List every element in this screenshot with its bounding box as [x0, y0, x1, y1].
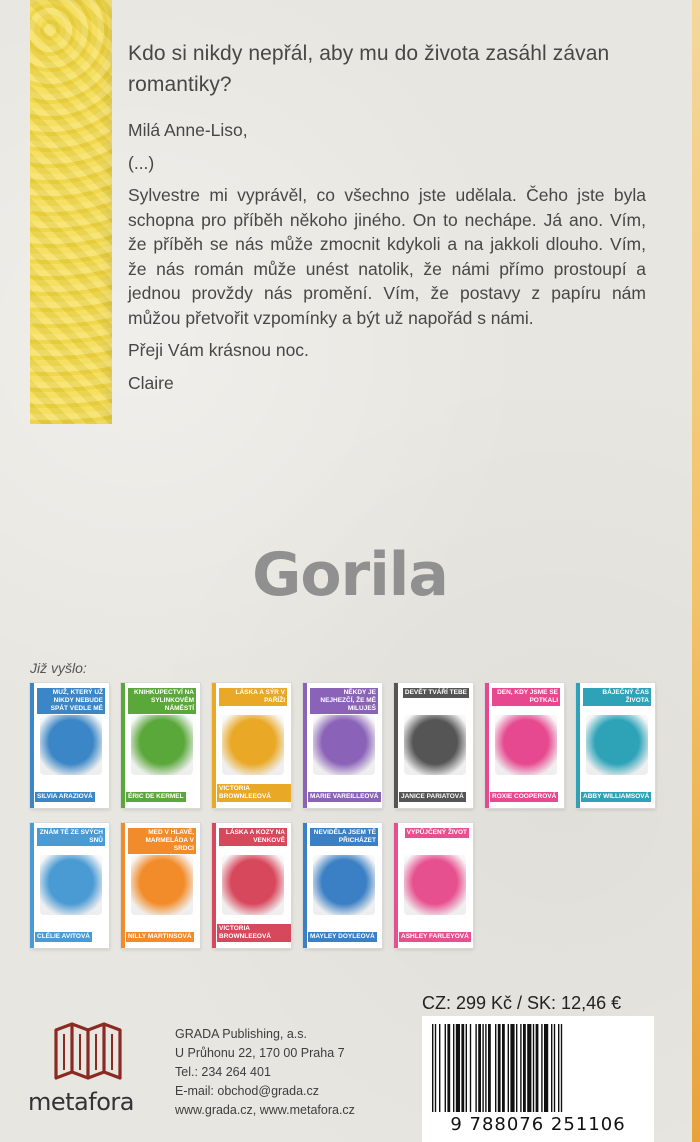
book-thumbnail — [394, 823, 473, 948]
book-title: ZNÁM TĚ ZE SVÝCH SNŮ — [37, 828, 105, 846]
barcode-bar — [558, 1024, 559, 1112]
barcode-bar — [551, 1024, 552, 1112]
book-thumbnail — [576, 683, 655, 808]
barcode-bar — [541, 1024, 542, 1112]
book-spine — [121, 683, 125, 808]
book-spine — [212, 823, 216, 948]
barcode-bar — [482, 1024, 483, 1112]
book-spine — [303, 683, 307, 808]
barcode-bar — [475, 1024, 476, 1112]
barcode-bar — [466, 1024, 467, 1112]
book-spine — [394, 683, 398, 808]
barcode-bar — [502, 1024, 505, 1112]
book-spine — [121, 823, 125, 948]
barcode-bar — [533, 1024, 534, 1112]
isbn-digits: 9 788076 251106 — [450, 1114, 626, 1135]
book-cover-art — [495, 715, 557, 775]
book-spine — [576, 683, 580, 808]
barcode-bar — [447, 1024, 450, 1112]
book-thumbnail — [212, 683, 291, 808]
book-spine — [30, 683, 34, 808]
book-thumbnail — [121, 683, 200, 808]
barcode-bar — [470, 1024, 471, 1112]
book-title: DEN, KDY JSME SE POTKALI — [492, 688, 560, 706]
book-author: VICTORIA BROWNLEEOVÁ — [217, 924, 291, 942]
barcode-bar — [453, 1024, 454, 1112]
barcode-bar — [485, 1024, 486, 1112]
barcode-bar — [554, 1024, 555, 1112]
book-author: NILLY MARTINSOVÁ — [128, 933, 192, 940]
blurb-headline: Kdo si nikdy nepřál, aby mu do života zasáhl závan romantiky? — [128, 42, 610, 96]
barcode-bar — [435, 1024, 436, 1112]
imprint-line-5: www.grada.cz, www.metafora.cz — [175, 1103, 355, 1117]
barcode-bar — [508, 1024, 509, 1112]
book-title: LÁSKA A SÝR V PAŘÍŽI — [219, 688, 287, 706]
book-title: BÁJEČNÝ ČAS ŽIVOTA — [583, 688, 651, 706]
barcode-bar — [516, 1024, 517, 1112]
barcode-bar — [523, 1024, 526, 1112]
letter-salutation: Milá Anne-Liso, — [128, 120, 248, 140]
barcode-bar — [527, 1024, 531, 1112]
book-author: ASHLEY FARLEYOVÁ — [401, 933, 469, 940]
book-author: ROXIE COOPEROVÁ — [492, 793, 557, 800]
imprint-line-4: E-mail: obchod@grada.cz — [175, 1084, 320, 1098]
book-thumbnail — [212, 823, 291, 948]
book-spine — [485, 683, 489, 808]
book-title: DEVĚT TVÁŘÍ TEBE — [404, 689, 467, 696]
barcode-bar — [498, 1024, 501, 1112]
series-brand: Gorila — [252, 540, 448, 610]
book-author: ABBY WILLIAMSOVÁ — [583, 793, 650, 800]
book-thumbnail — [30, 683, 109, 808]
barcode-bar — [439, 1024, 440, 1112]
book-cover-art — [131, 715, 193, 775]
barcode — [422, 1016, 654, 1142]
book-author: ÉRIC DE KERMEL — [128, 793, 184, 800]
book-thumbnail — [303, 683, 382, 808]
blurb — [128, 38, 646, 403]
barcode-bar — [510, 1024, 514, 1112]
book-spine — [394, 823, 398, 948]
barcode-bar — [478, 1024, 481, 1112]
book-cover-art — [404, 855, 466, 915]
book-author: MAYLEY DOYLEOVÁ — [310, 933, 375, 940]
book-thumbnail — [30, 823, 109, 948]
book-cover-art — [404, 715, 466, 775]
publisher-imprint — [175, 1025, 355, 1120]
barcode-bar — [445, 1024, 446, 1112]
book-spine — [30, 823, 34, 948]
book-author: CLÉLIE AVITOVÁ — [37, 933, 90, 940]
book-title: MUŽ, KTERÝ UŽ NIKDY NEBUDE SPÁT VEDLE MĚ — [37, 688, 105, 714]
imprint-line-3: Tel.: 234 264 401 — [175, 1065, 271, 1079]
book-cover-art — [222, 715, 284, 775]
barcode-bar — [520, 1024, 521, 1112]
book-cover-art — [40, 855, 102, 915]
letter-body: Sylvestre mi vyprávěl, co všechno jste udělala. Čeho jste byla schopna pro příběh někoho jiného. On to nechápe. Já ano. Vím, že příběh se nás může zmocnit kdykoli a na jakkoli dlouho. Vím, že nás román může unést natolik, že námi přímo prostoupí a jednou provždy nás promění. Vím, že postavy z papíru nám můžou přetvořit vzpomínky a být už napořád s námi. — [128, 185, 646, 328]
book-thumbnail — [303, 823, 382, 948]
book-thumbnail — [485, 683, 564, 808]
barcode-bar — [461, 1024, 464, 1112]
book-title: NĚKDY JE NEJHEZČÍ, ŽE MĚ MILUJEŠ — [310, 688, 378, 714]
barcode-bar — [488, 1024, 491, 1112]
book-author: VICTORIA BROWNLEEOVÁ — [217, 784, 291, 802]
book-cover-art — [313, 855, 375, 915]
book-cover-art — [131, 855, 193, 915]
barcode-bar — [495, 1024, 496, 1112]
book-spine — [212, 683, 216, 808]
letter-ellipsis: (...) — [128, 152, 155, 173]
book-cover-art — [313, 715, 375, 775]
barcode-bar — [456, 1024, 460, 1112]
price: CZ: 299 Kč / SK: 12,46 € — [422, 993, 622, 1013]
book-author: JANICE PARIATOVÁ — [401, 793, 464, 800]
book-title: LÁSKA A KOZY NA VENKOVĚ — [219, 828, 287, 846]
barcode-bar — [432, 1024, 433, 1112]
book-cover-art — [222, 855, 284, 915]
metafora-logo-icon — [28, 1018, 152, 1084]
book-cover-art — [586, 715, 648, 775]
book-title: VYPŮJČENÝ ŽIVOT — [406, 829, 467, 836]
book-author: MARIE VAREILLEOVÁ — [310, 793, 379, 800]
imprint-line-2: U Průhonu 22, 170 00 Praha 7 — [175, 1046, 345, 1060]
ornamental-gold-band — [30, 0, 112, 424]
book-thumbnail — [121, 823, 200, 948]
barcode-bars — [432, 1024, 644, 1112]
book-title: MED V HLAVĚ, MARMELÁDA V SRDCI — [128, 828, 196, 854]
letter-signature: Claire — [128, 372, 174, 393]
imprint-line-1: GRADA Publishing, a.s. — [175, 1027, 308, 1041]
book-cover-art — [40, 715, 102, 775]
letter-closing: Přeji Vám krásnou noc. — [128, 340, 309, 360]
barcode-bar — [536, 1024, 539, 1112]
book-title: KNIHKUPECTVÍ NA SYLINKOVÉM NÁMĚSTÍ — [128, 688, 196, 714]
publisher-logo-label: metafora — [28, 1088, 134, 1116]
book-author: SILVIA ARAZIOVÁ — [37, 793, 93, 800]
barcode-bar — [544, 1024, 548, 1112]
barcode-bar — [561, 1024, 562, 1112]
book-spine — [303, 823, 307, 948]
series-label: Již vyšlo: — [30, 660, 87, 676]
book-thumbnail — [394, 683, 473, 808]
book-title: NEVIDĚLA JSEM TĚ PŘICHÁZET — [310, 828, 378, 846]
